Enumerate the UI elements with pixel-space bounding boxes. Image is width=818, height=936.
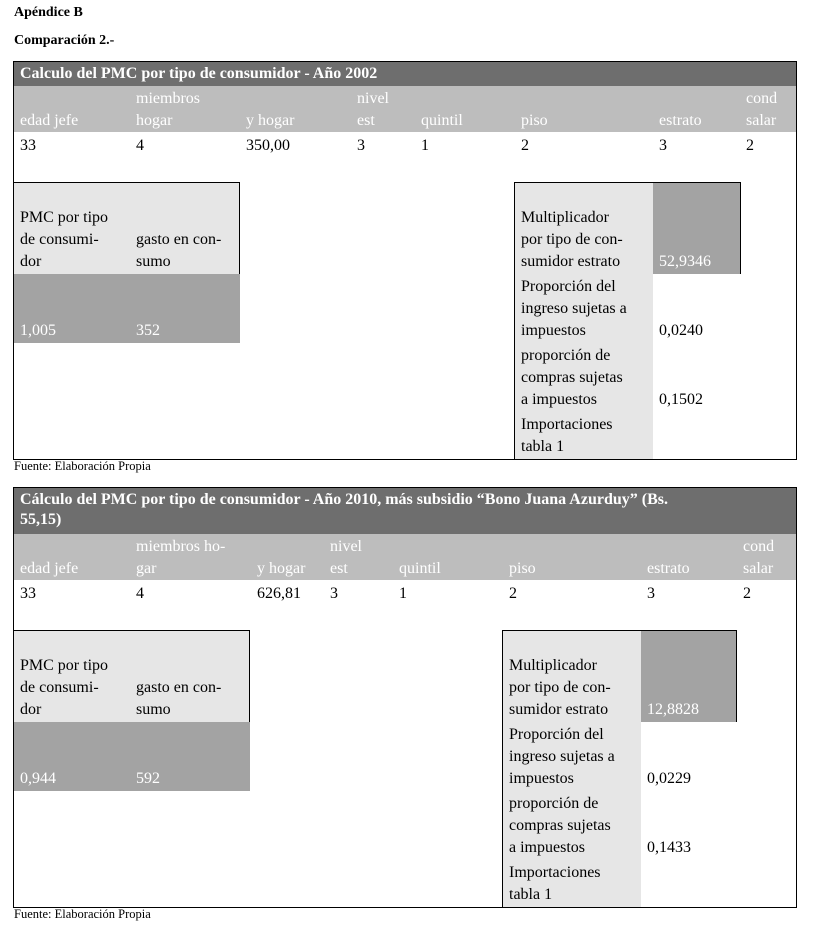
value-estrato: 3 bbox=[659, 137, 667, 154]
header-nivel-1: nivel bbox=[357, 90, 389, 107]
mult-label-3: sumidor estrato bbox=[509, 701, 609, 718]
value-quintil: 1 bbox=[421, 137, 429, 154]
appendix-heading: Apéndice B bbox=[14, 5, 83, 20]
pmc-value: 0,944 bbox=[20, 770, 56, 787]
value-cond: 2 bbox=[743, 585, 751, 602]
imp-label-1: Importaciones bbox=[521, 416, 613, 433]
gasto-label-1: gasto en con- bbox=[136, 231, 222, 248]
value-edad-jefe: 33 bbox=[20, 137, 36, 154]
multiplier-box-left-border bbox=[514, 182, 515, 460]
prop-ing-value: 0,0229 bbox=[647, 770, 691, 787]
gasto-value: 352 bbox=[136, 322, 160, 339]
imp-label-2: tabla 1 bbox=[509, 886, 553, 903]
multiplier-box-right-border bbox=[736, 630, 737, 722]
pmc-value: 1,005 bbox=[20, 322, 56, 339]
mult-label-3: sumidor estrato bbox=[521, 253, 621, 270]
prop-comp-label-2: compras sujetas bbox=[509, 817, 611, 834]
header-cond-2: salar bbox=[743, 560, 774, 577]
pmc-box-top-border bbox=[14, 630, 250, 631]
prop-comp-label-2: compras sujetas bbox=[521, 369, 623, 386]
value-estrato: 3 bbox=[647, 585, 655, 602]
prop-comp-label-3: a impuestos bbox=[509, 839, 585, 856]
value-miembros: 4 bbox=[136, 137, 144, 154]
pmc-label-2: de consumi- bbox=[20, 231, 99, 248]
mult-value: 12,8828 bbox=[647, 701, 699, 718]
header-estrato: estrato bbox=[659, 112, 702, 129]
header-edad-jefe: edad jefe bbox=[20, 560, 79, 577]
pmc-label-1: PMC por tipo bbox=[20, 209, 109, 226]
source-note-2: Fuente: Elaboración Propia bbox=[14, 907, 151, 921]
header-piso: piso bbox=[509, 560, 536, 577]
header-piso: piso bbox=[521, 112, 548, 129]
header-cond-2: salar bbox=[746, 112, 777, 129]
header-quintil: quintil bbox=[399, 560, 441, 577]
pmc-label-1: PMC por tipo bbox=[20, 657, 109, 674]
prop-ing-label-3: impuestos bbox=[521, 322, 586, 339]
header-edad-jefe: edad jefe bbox=[20, 112, 79, 129]
value-miembros: 4 bbox=[136, 585, 144, 602]
pmc-box-right-border bbox=[239, 182, 240, 274]
mult-label-2: por tipo de con- bbox=[509, 679, 611, 696]
mult-label-1: Multiplicador bbox=[521, 209, 609, 226]
header-miembros-1: miembros ho- bbox=[136, 538, 226, 555]
multiplier-box-left-border bbox=[502, 630, 503, 908]
value-piso: 2 bbox=[521, 137, 529, 154]
header-miembros-2: hogar bbox=[136, 112, 173, 129]
header-nivel-1: nivel bbox=[330, 538, 362, 555]
value-edad-jefe: 33 bbox=[20, 585, 36, 602]
value-nivel: 3 bbox=[330, 585, 338, 602]
pmc-box-top-border bbox=[14, 182, 240, 183]
prop-ing-label-3: impuestos bbox=[509, 770, 574, 787]
prop-comp-label-1: proporción de bbox=[521, 347, 611, 364]
mult-value: 52,9346 bbox=[659, 253, 711, 270]
header-cond-1: cond bbox=[746, 90, 778, 107]
pmc-label-3: dor bbox=[20, 253, 42, 270]
imp-label-1: Importaciones bbox=[509, 864, 601, 881]
prop-comp-value: 0,1433 bbox=[647, 839, 691, 856]
value-piso: 2 bbox=[509, 585, 517, 602]
header-quintil: quintil bbox=[421, 112, 463, 129]
multiplier-box-right-border bbox=[740, 182, 741, 274]
source-note-1: Fuente: Elaboración Propia bbox=[14, 459, 151, 473]
table-title bbox=[14, 488, 796, 534]
prop-comp-label-1: proporción de bbox=[509, 795, 599, 812]
imp-label-2: tabla 1 bbox=[521, 438, 565, 455]
pmc-label-3: dor bbox=[20, 701, 42, 718]
header-cond-1: cond bbox=[743, 538, 775, 555]
prop-ing-label-1: Proporción del bbox=[509, 726, 604, 743]
pmc-box-right-border bbox=[249, 630, 250, 722]
header-y-hogar: y hogar bbox=[246, 112, 295, 129]
prop-ing-value: 0,0240 bbox=[659, 322, 703, 339]
gasto-label-2: sumo bbox=[136, 701, 171, 718]
gasto-value: 592 bbox=[136, 770, 160, 787]
header-miembros-1: miembros bbox=[136, 90, 200, 107]
header-nivel-2: est bbox=[330, 560, 348, 577]
value-quintil: 1 bbox=[399, 585, 407, 602]
value-cond: 2 bbox=[746, 137, 754, 154]
prop-ing-label-1: Proporción del bbox=[521, 278, 616, 295]
header-miembros-2: gar bbox=[136, 560, 157, 577]
gasto-label-2: sumo bbox=[136, 253, 171, 270]
table-title: Calculo del PMC por tipo de consumidor - Año 2002 bbox=[14, 62, 796, 86]
prop-ing-label-2: ingreso sujetas a bbox=[521, 300, 627, 317]
value-y-hogar: 350,00 bbox=[246, 137, 290, 154]
value-y-hogar: 626,81 bbox=[257, 585, 301, 602]
table-title-line-2: 55,15) bbox=[20, 511, 62, 528]
prop-ing-label-2: ingreso sujetas a bbox=[509, 748, 615, 765]
header-nivel-2: est bbox=[357, 112, 375, 129]
table-title-line-1: Cálculo del PMC por tipo de consumidor - Año 2010, más subsidio “Bono Juana Azurduy” (Bs. bbox=[20, 491, 668, 508]
prop-comp-label-3: a impuestos bbox=[521, 391, 597, 408]
header-y-hogar: y hogar bbox=[257, 560, 306, 577]
mult-label-2: por tipo de con- bbox=[521, 231, 623, 248]
gasto-label-1: gasto en con- bbox=[136, 679, 222, 696]
mult-label-1: Multiplicador bbox=[509, 657, 597, 674]
value-nivel: 3 bbox=[357, 137, 365, 154]
pmc-label-2: de consumi- bbox=[20, 679, 99, 696]
header-estrato: estrato bbox=[647, 560, 690, 577]
prop-comp-value: 0,1502 bbox=[659, 391, 703, 408]
comparison-heading: Comparación 2.- bbox=[14, 33, 115, 48]
